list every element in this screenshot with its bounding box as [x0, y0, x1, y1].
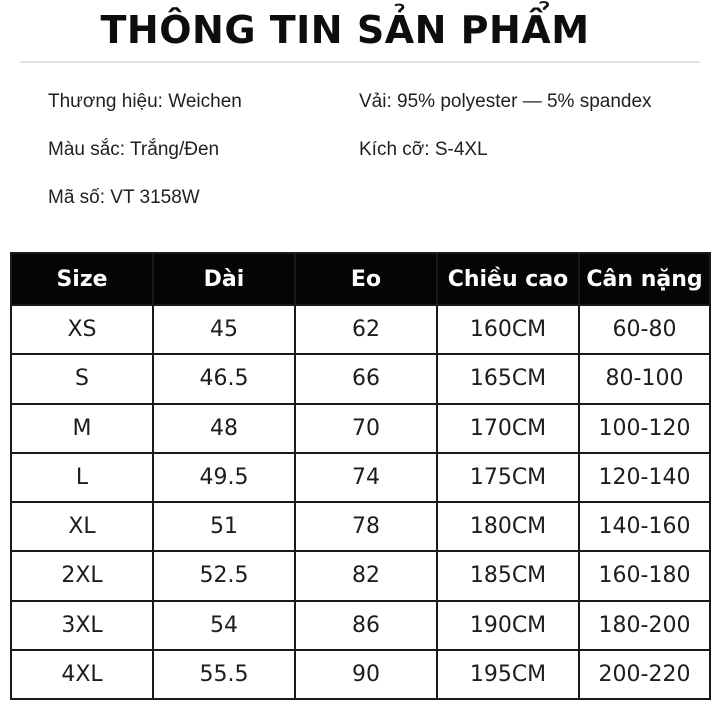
info-fabric: Vải: 95% polyester — 5% spandex — [359, 91, 652, 112]
cell-waist: 66 — [296, 355, 436, 402]
cell-weight: 80-100 — [580, 355, 709, 402]
cell-size: 4XL — [12, 651, 152, 698]
cell-size: M — [12, 405, 152, 452]
cell-size: L — [12, 454, 152, 501]
info-brand: Thương hiệu: Weichen — [48, 91, 242, 112]
cell-size: XL — [12, 503, 152, 550]
cell-height: 175CM — [438, 454, 578, 501]
info-color: Màu sắc: Trắng/Đen — [48, 139, 220, 160]
cell-height: 180CM — [438, 503, 578, 550]
size-table — [10, 252, 711, 700]
info-code: Mã số: VT 3158W — [48, 187, 200, 208]
header-length: Dài — [154, 254, 294, 304]
header-height: Chiều cao — [438, 254, 578, 304]
cell-waist: 78 — [296, 503, 436, 550]
cell-waist: 86 — [296, 602, 436, 649]
cell-waist: 90 — [296, 651, 436, 698]
header-weight: Cân nặng — [580, 254, 709, 304]
cell-waist: 70 — [296, 405, 436, 452]
cell-weight: 140-160 — [580, 503, 709, 550]
cell-waist: 62 — [296, 306, 436, 353]
cell-height: 190CM — [438, 602, 578, 649]
cell-size: XS — [12, 306, 152, 353]
cell-size: 3XL — [12, 602, 152, 649]
cell-length: 48 — [154, 405, 294, 452]
cell-weight: 60-80 — [580, 306, 709, 353]
cell-waist: 74 — [296, 454, 436, 501]
page-title: THÔNG TIN SẢN PHẨM — [100, 8, 590, 52]
cell-waist: 82 — [296, 552, 436, 599]
cell-length: 49.5 — [154, 454, 294, 501]
cell-length: 54 — [154, 602, 294, 649]
cell-weight: 100-120 — [580, 405, 709, 452]
cell-weight: 200-220 — [580, 651, 709, 698]
header-size: Size — [12, 254, 152, 304]
header-waist: Eo — [296, 254, 436, 304]
cell-weight: 120-140 — [580, 454, 709, 501]
cell-length: 55.5 — [154, 651, 294, 698]
cell-length: 51 — [154, 503, 294, 550]
info-size-range: Kích cỡ: S-4XL — [359, 139, 488, 160]
cell-height: 165CM — [438, 355, 578, 402]
cell-height: 195CM — [438, 651, 578, 698]
cell-weight: 160-180 — [580, 552, 709, 599]
cell-length: 52.5 — [154, 552, 294, 599]
cell-height: 170CM — [438, 405, 578, 452]
cell-weight: 180-200 — [580, 602, 709, 649]
cell-size: S — [12, 355, 152, 402]
cell-length: 46.5 — [154, 355, 294, 402]
title-divider — [20, 61, 700, 63]
cell-length: 45 — [154, 306, 294, 353]
cell-size: 2XL — [12, 552, 152, 599]
cell-height: 185CM — [438, 552, 578, 599]
cell-height: 160CM — [438, 306, 578, 353]
